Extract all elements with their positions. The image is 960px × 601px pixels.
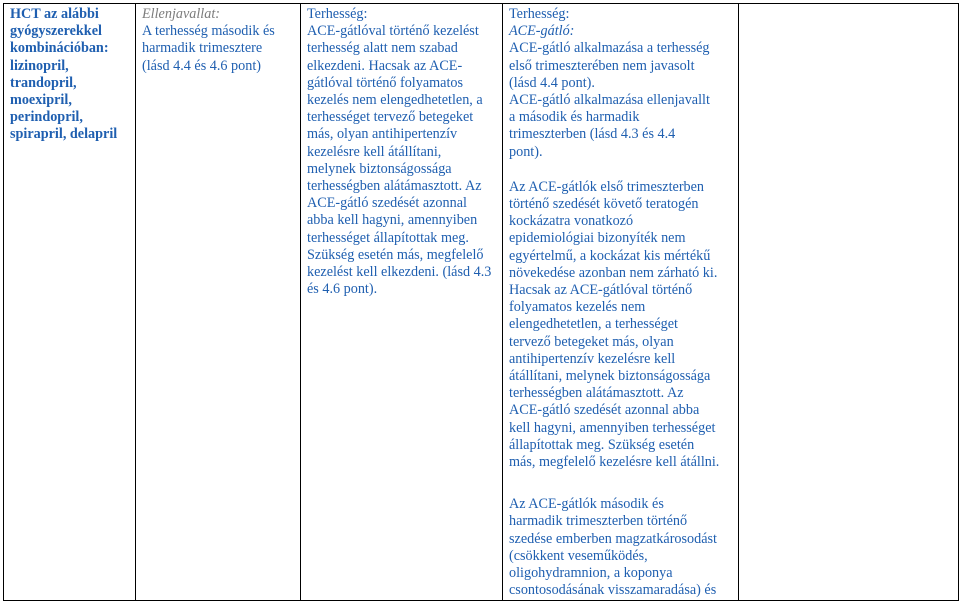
paragraph-gap xyxy=(509,471,733,496)
pregnancy-line: elkezdeni. Hacsak az ACE- xyxy=(307,57,463,74)
contraindication-line: A terhesség második és xyxy=(142,23,275,40)
pregnancy-warning-cell xyxy=(301,4,503,601)
ace-para2-line: ACE-gátló szedését azonnal abba xyxy=(509,402,700,419)
ace-para3-line: (csökkent veseműködés, xyxy=(509,547,648,564)
combination-line: moexipril, xyxy=(10,92,72,109)
pregnancy-line: terhességet tervező betegeket xyxy=(307,109,474,126)
contraindication-heading: Ellenjavallat: xyxy=(142,6,221,22)
combination-line: gyógyszerekkel xyxy=(10,23,102,40)
ace-para2-line: kockázatra vonatkozó xyxy=(509,213,634,230)
ace-para2-line: epidemiológiai bizonyíték nem xyxy=(509,230,686,247)
pregnancy-line: terhesség alatt nem szabad xyxy=(307,40,458,57)
pregnancy-line: és 4.6 pont). xyxy=(307,281,378,298)
pregnancy-line: ACE-gátlóval történő kezelést xyxy=(307,23,479,40)
ace-para2-line: más, megfelelő kezelésre kell átállni. xyxy=(509,454,720,471)
ace-para2-line: Hacsak az ACE-gátlóval történő xyxy=(509,282,693,299)
ace-para1-line: (lásd 4.4 pont). xyxy=(509,74,595,91)
ace-para1-line: a második és harmadik xyxy=(509,109,640,126)
ace-para2-line: terhességben alátámasztott. Az xyxy=(509,385,684,402)
pregnancy-line: kezelést kell elkezdeni. (lásd 4.3 xyxy=(307,264,492,281)
combination-line: kombinációban: xyxy=(10,40,109,57)
combination-line: perindopril, xyxy=(10,109,83,126)
table-row xyxy=(4,4,959,601)
combination-line: trandopril, xyxy=(10,74,77,91)
ace-para3-line: harmadik trimeszterben történő xyxy=(509,513,688,530)
pregnancy-line: terhességben alátámasztott. Az xyxy=(307,178,482,195)
pregnancy-line: kezelés nem elengedhetetlen, a xyxy=(307,92,483,109)
empty-cell xyxy=(739,4,959,601)
pregnancy-line: abba kell hagyni, amennyiben xyxy=(307,212,478,229)
paragraph-gap xyxy=(509,161,733,179)
ace-subheading: ACE-gátló: xyxy=(509,23,575,40)
combination-cell xyxy=(4,4,136,601)
ace-para3-line: Az ACE-gátlók második és xyxy=(509,496,664,513)
ace-para2-line: növekedése azonban nem zárható ki. xyxy=(509,264,718,281)
ace-para2-line: Az ACE-gátlók első trimeszterben xyxy=(509,178,705,195)
ace-para2-line: antihipertenzív kezelésre kell xyxy=(509,350,676,367)
ace-para1-line: első trimeszterében nem javasolt xyxy=(509,57,695,74)
pregnancy-heading: Terhesség: xyxy=(307,6,368,22)
ace-heading: Terhesség: xyxy=(509,6,570,22)
ace-para1-line: ACE-gátló alkalmazása a terhesség xyxy=(509,40,710,57)
contraindication-line: (lásd 4.4 és 4.6 pont) xyxy=(142,57,262,74)
contraindication-cell xyxy=(136,4,301,601)
pregnancy-ace-cell xyxy=(503,4,739,601)
interaction-table xyxy=(3,3,959,601)
pregnancy-line: Szükség esetén más, megfelelő xyxy=(307,246,484,263)
ace-para2-line: átállítani, melynek biztonságossága xyxy=(509,368,711,385)
ace-para3-line: oligohydramnion, a koponya xyxy=(509,565,673,582)
pregnancy-line: ACE-gátló szedését azonnal xyxy=(307,195,467,212)
ace-para1-line: ACE-gátló alkalmazása ellenjavallt xyxy=(509,92,710,109)
ace-para3-line: csontosodásának visszamaradása) és xyxy=(509,582,717,599)
pregnancy-line: más, olyan antihipertenzív xyxy=(307,126,458,143)
pregnancy-line: melynek biztonságossága xyxy=(307,160,452,177)
pregnancy-line: terhességet állapítottak meg. xyxy=(307,229,469,246)
ace-para2-line: kell hagyni, amennyiben terhességet xyxy=(509,419,716,436)
ace-para2-line: egyértelmű, a kockázat kis mértékű xyxy=(509,247,711,264)
ace-para3-line: szedése emberben magzatkárosodást xyxy=(509,530,717,547)
pregnancy-line: kezelésre kell átállítani, xyxy=(307,143,442,160)
ace-para2-line: folyamatos kezelés nem xyxy=(509,299,646,316)
ace-para2-line: történő szedését követő teratogén xyxy=(509,196,699,213)
combination-line: spirapril, delapril xyxy=(10,126,118,143)
ace-para2-line: tervező betegeket más, olyan xyxy=(509,333,674,350)
ace-para2-line: elengedhetetlen, a terhességet xyxy=(509,316,678,333)
ace-para1-line: pont). xyxy=(509,143,543,160)
ace-para1-line: trimeszterben (lásd 4.3 és 4.4 xyxy=(509,126,676,143)
combination-line: lizinopril, xyxy=(10,57,69,74)
contraindication-line: harmadik trimesztere xyxy=(142,40,263,57)
combination-line: HCT az alábbi xyxy=(10,6,99,22)
pregnancy-line: gátlóval történő folyamatos xyxy=(307,74,464,91)
ace-para2-line: állapítottak meg. Szükség esetén xyxy=(509,436,695,453)
